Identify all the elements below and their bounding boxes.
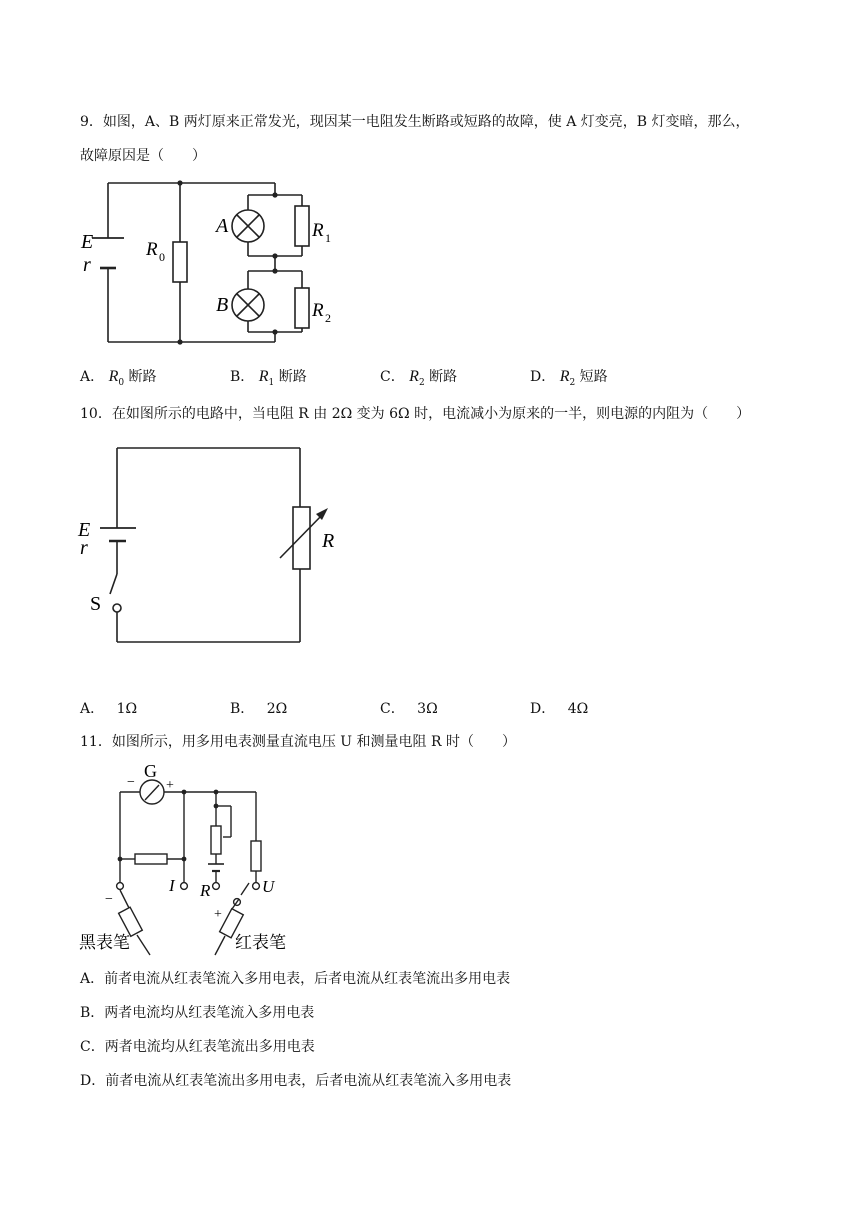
option-letter: C． <box>380 369 405 385</box>
q10-label-S: S <box>90 593 102 615</box>
q9-label-E: E <box>81 231 94 253</box>
option-text: 短路 <box>579 369 608 385</box>
q9-label-R1: R <box>312 220 324 241</box>
option-text: 两者电流均从红表笔流入多用电表 <box>104 1005 315 1021</box>
option-subscript: 1 <box>268 377 275 388</box>
q11-number: 11． <box>80 734 112 750</box>
option-text: 断路 <box>128 369 157 385</box>
q9-stem-line1 <box>80 112 750 132</box>
q10-label-R: R <box>322 530 335 552</box>
q9-label-r: r <box>83 254 91 276</box>
q11-label-I: I <box>169 876 175 895</box>
option-text: 断路 <box>429 369 458 385</box>
q10-text: 在如图所示的电路中，当电阻 R 由 2Ω 变为 6Ω 时，电流减小为原来的一半，则电源的内阻为（ ） <box>111 406 751 422</box>
q9-label-A: A <box>216 215 229 237</box>
q11-black-probe-label: 黑表笔 <box>79 933 130 953</box>
q9-number: 9． <box>80 114 103 130</box>
q9-label-B: B <box>216 294 229 316</box>
option-text: 3Ω <box>417 701 438 717</box>
q11-label-plus: + <box>166 778 174 793</box>
q11-probe-minus-sign: − <box>105 892 113 907</box>
q10-option-a[interactable] <box>80 698 137 718</box>
q11-label-R: R <box>200 881 211 900</box>
q11-label-minus: − <box>127 775 135 790</box>
option-symbol: R <box>559 368 570 385</box>
q10-number: 10． <box>80 406 112 422</box>
q11-probe-plus-sign: + <box>214 907 222 922</box>
option-subscript: 2 <box>569 377 576 388</box>
option-letter: B． <box>230 369 255 385</box>
option-subscript: 2 <box>418 377 425 388</box>
q11-option-d[interactable] <box>80 1070 511 1090</box>
q11-stem <box>80 732 516 752</box>
option-letter: D． <box>80 1073 106 1089</box>
q11-multimeter-figure <box>75 758 315 958</box>
option-subscript: 0 <box>118 377 125 388</box>
q10-option-d[interactable] <box>530 698 588 718</box>
option-text: 两者电流均从红表笔流出多用电表 <box>104 1039 315 1055</box>
q11-red-probe-label: 红表笔 <box>235 933 286 953</box>
option-letter: A． <box>80 971 105 987</box>
option-text: 1Ω <box>116 701 138 717</box>
option-symbol: R <box>108 368 119 385</box>
q9-option-a[interactable] <box>80 366 157 388</box>
q10-option-c[interactable] <box>380 698 438 718</box>
q9-stem-line2: 故障原因是（ ） <box>80 148 206 164</box>
option-text: 前者电流从红表笔流出多用电表，后者电流从红表笔流入多用电表 <box>105 1073 512 1089</box>
option-text: 断路 <box>278 369 307 385</box>
q11-option-c[interactable] <box>80 1036 315 1056</box>
option-letter: D． <box>530 701 556 717</box>
q11-option-b[interactable] <box>80 1002 314 1022</box>
option-text: 4Ω <box>567 701 589 717</box>
option-letter: D． <box>530 369 556 385</box>
option-symbol: R <box>409 368 419 385</box>
q11-option-a[interactable] <box>80 968 510 988</box>
q10-option-b[interactable] <box>230 698 287 718</box>
option-letter: B． <box>80 1005 105 1021</box>
q10-stem <box>80 404 750 424</box>
option-letter: C． <box>380 701 405 717</box>
q9-label-R2: R <box>312 300 324 321</box>
q11-label-U: U <box>262 877 275 896</box>
q11-label-G: G <box>144 761 157 781</box>
q9-label-R1-sub: 1 <box>325 231 331 245</box>
q9-option-b[interactable] <box>230 366 307 388</box>
q10-label-E: E <box>78 519 91 541</box>
q9-option-c[interactable] <box>380 366 457 388</box>
q10-label-r: r <box>80 537 88 559</box>
option-letter: B． <box>230 701 255 717</box>
option-text: 2Ω <box>266 701 288 717</box>
q9-label-R0: R <box>146 239 158 260</box>
option-letter: A． <box>80 369 105 385</box>
option-letter: C． <box>80 1039 105 1055</box>
option-symbol: R <box>258 368 269 385</box>
q9-label-R0-sub: 0 <box>159 250 165 264</box>
q10-circuit-figure <box>70 440 350 650</box>
option-letter: A． <box>80 701 105 717</box>
option-text: 前者电流从红表笔流入多用电表，后者电流从红表笔流出多用电表 <box>104 971 511 987</box>
q9-option-d[interactable] <box>530 366 608 388</box>
q9-line1-text: 如图，A、B 两灯原来正常发光，现因某一电阻发生断路或短路的故障，使 A 灯变亮，B 灯变暗，那么， <box>102 114 750 130</box>
q9-label-R2-sub: 2 <box>325 311 331 325</box>
q9-circuit-figure <box>70 170 370 360</box>
q11-text: 如图所示，用多用电表测量直流电压 U 和测量电阻 R 时（ ） <box>111 734 516 750</box>
